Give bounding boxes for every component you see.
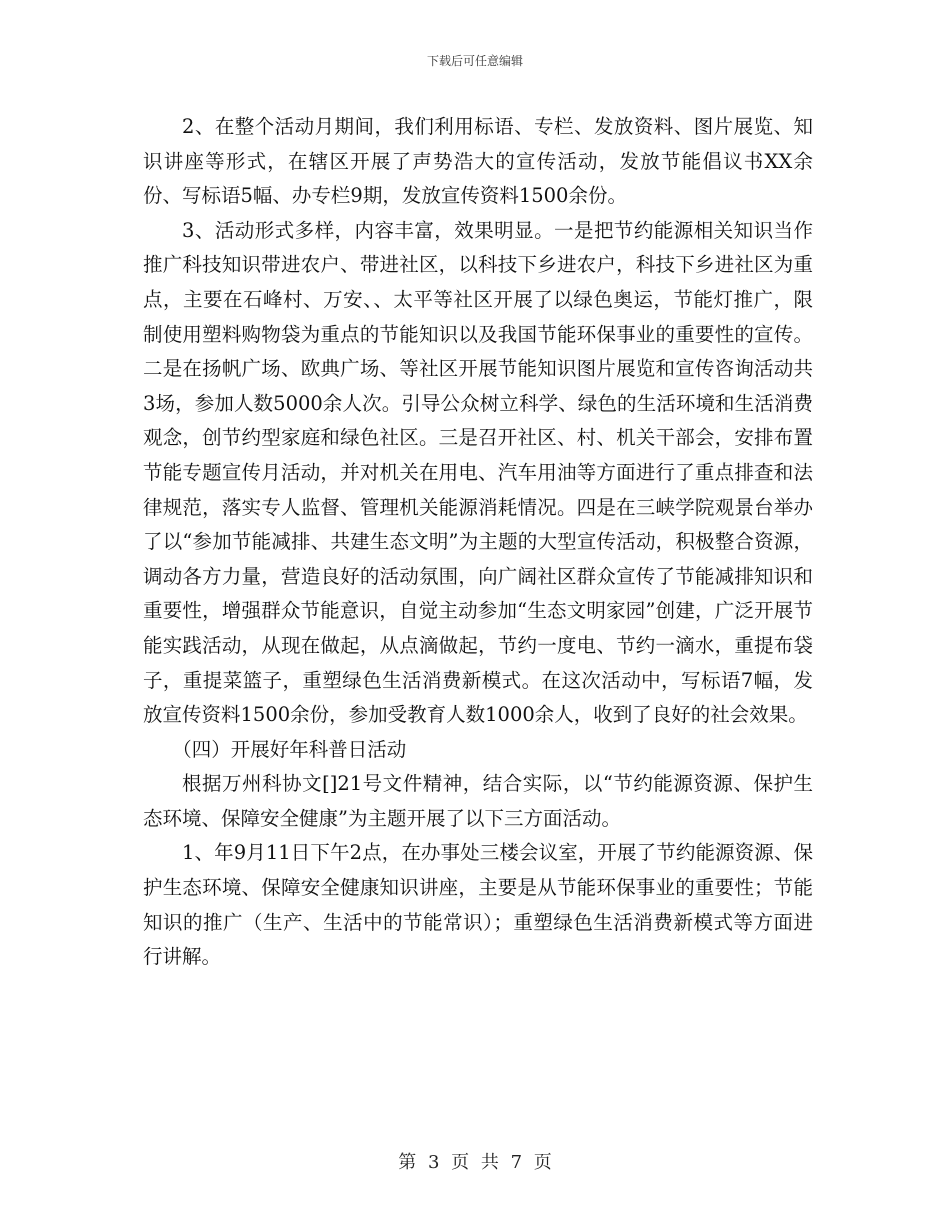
paragraph-item-1: 1、年9月11日下午2点，在办事处三楼会议室，开展了节约能源资源、保护生态环境、保障安全健康知识讲座，主要是从节能环保事业的重要性；节能知识的推广（生产、生活中的节能常识）；重塑绿色生活消费新模式等方面进行讲解。 (143, 841, 813, 969)
page-header: 下载后可任意编辑 (426, 54, 523, 68)
document-body (143, 110, 813, 975)
section-heading-4: （四）开展好年科普日活动 (172, 737, 407, 761)
paragraph-item-2: 2、在整个活动月期间，我们利用标语、专栏、发放资料、图片展览、知识讲座等形式，在辖区开展了声势浩大的宣传活动，发放节能倡议书XX余份、写标语5幅、办专栏9期，发放宣传资料1500余份。 (143, 115, 813, 208)
paragraph-item-3: 3、活动形式多样，内容丰富，效果明显。一是把节约能源相关知识当作推广科技知识带进农户、带进社区，以科技下乡进农户，科技下乡进社区为重点，主要在石峰村、万安、、太平等社区开展了以绿色奥运，节能灯推广，限制使用塑料购物袋为重点的节能知识以及我国节能环保事业的重要性的宣传。二是在扬帆广场、欧典广场、等社区开展节能知识图片展览和宣传咨询活动共3场，参加人数5000余人次。引导公众树立科学、绿色的生活环境和生活消费观念，创节约型家庭和绿色社区。三是召开社区、村、机关干部会，安排布置节能专题宣传月活动，并对机关在用电、汽车用油等方面进行了重点排查和法律规范，落实专人监督、管理机关能源消耗情况。四是在三峡学院观景台举办了以“参加节能减排、共建生态文明”为主题的大型宣传活动，积极整合资源，调动各方力量，营造良好的活动氛围，向广阔社区群众宣传了节能减排知识和重要性，增强群众节能意识，自觉主动参加“生态文明家园”创建，广泛开展节能实践活动，从现在做起，从点滴做起，节约一度电、节约一滴水，重提布袋子，重提菜篮子，重塑绿色生活消费新模式。在这次活动中，写标语7幅，发放宣传资料1500余份，参加受教育人数1000余人，收到了良好的社会效果。 (143, 218, 813, 727)
paragraph-section-intro: 根据万州科协文[]21号文件精神，结合实际，以“节约能源资源、保护生态环境、保障安全健康”为主题开展了以下三方面活动。 (143, 772, 813, 830)
page-footer: 第 3 页 共 7 页 (398, 1152, 552, 1173)
